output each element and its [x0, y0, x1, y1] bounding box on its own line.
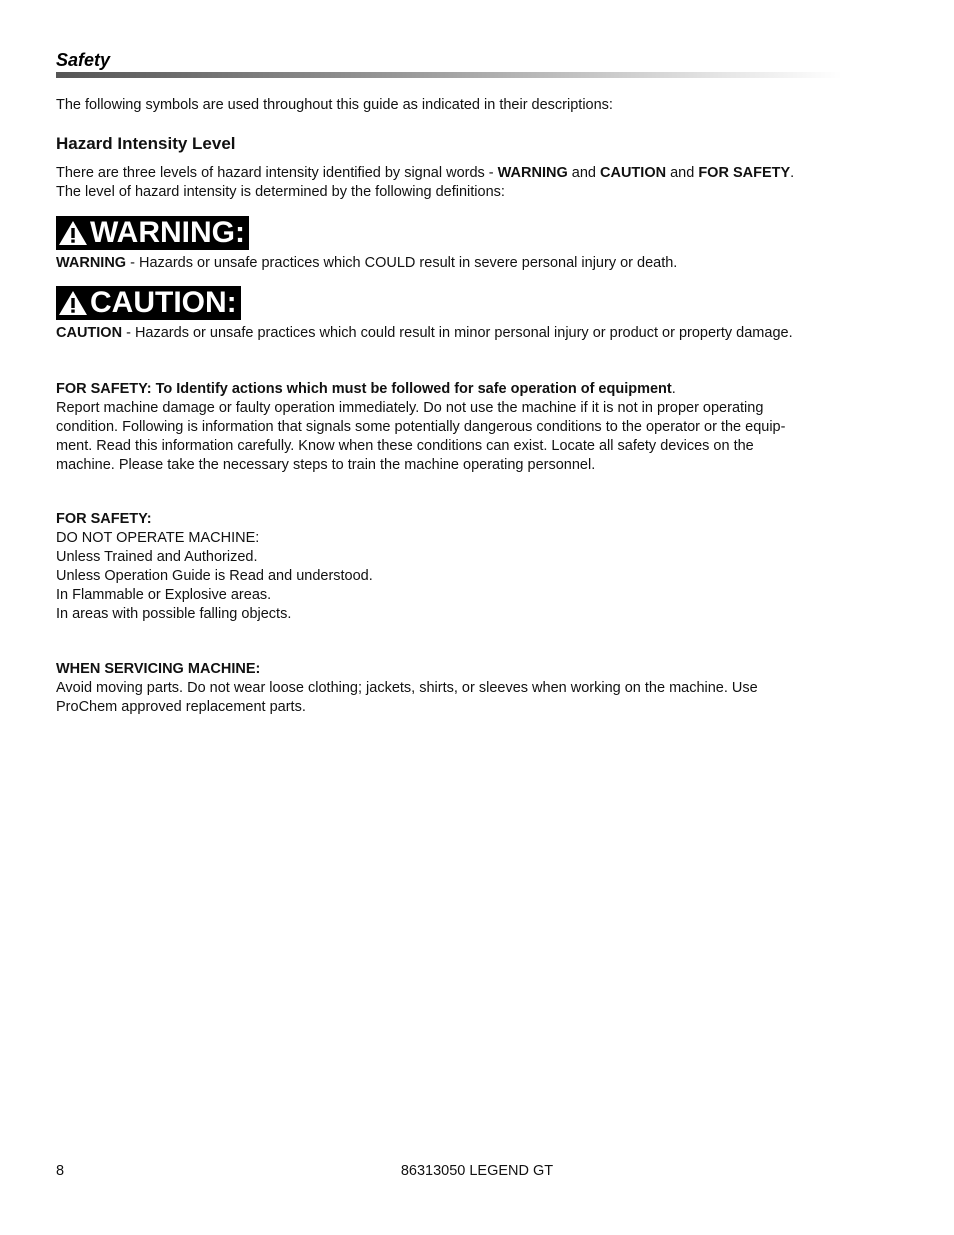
servicing-section	[56, 660, 856, 717]
for-safety-2-line: Unless Operation Guide is Read and understood.	[56, 568, 373, 584]
warning-definition: WARNING - Hazards or unsafe practices which COULD result in severe personal injury or death.	[56, 255, 678, 271]
for-safety-1-line: machine. Please take the necessary steps to train the machine operating personnel.	[56, 457, 596, 473]
for-safety-1-line: Report machine damage or faulty operation immediately. Do not use the machine if it is not in proper operating	[56, 400, 764, 416]
hazard-line-1: There are three levels of hazard intensity identified by signal words - WARNING and CAUTION and FOR SAFETY.	[56, 165, 795, 181]
for-safety-section-2	[56, 510, 856, 624]
hazard-description	[56, 164, 856, 202]
warning-badge: WARNING:	[56, 216, 249, 250]
intro-text: The following symbols are used throughout this guide as indicated in their descriptions:	[56, 97, 613, 113]
hazard-heading: Hazard Intensity Level	[56, 134, 236, 153]
caution-triangle-icon	[58, 289, 88, 317]
warning-triangle-icon	[58, 219, 88, 247]
section-title: Safety	[56, 50, 111, 70]
caution-badge: CAUTION:	[56, 286, 241, 320]
caution-definition: CAUTION - Hazards or unsafe practices which could result in minor personal injury or product or property damage.	[56, 325, 793, 341]
document-id: 86313050 LEGEND GT	[400, 1163, 554, 1179]
for-safety-2-line: In Flammable or Explosive areas.	[56, 587, 272, 603]
for-safety-1-line: condition. Following is information that signals some potentially dangerous conditions to the operator or the equip-	[56, 419, 786, 435]
for-safety-2-line: In areas with possible falling objects.	[56, 606, 292, 622]
for-safety-heading-1: FOR SAFETY: To Identify actions which must be followed for safe operation of equipment.	[56, 381, 676, 397]
page-number: 8	[56, 1163, 65, 1179]
for-safety-1-line: ment. Read this information carefully. Know when these conditions can exist. Locate all safety devices on the	[56, 438, 754, 454]
hazard-line-2: The level of hazard intensity is determined by the following definitions:	[56, 184, 505, 200]
servicing-line: Avoid moving parts. Do not wear loose clothing; jackets, shirts, or sleeves when working on the machine. Use	[56, 680, 758, 696]
title-rule	[56, 72, 842, 78]
for-safety-heading-2: FOR SAFETY:	[56, 511, 152, 527]
for-safety-2-line: Unless Trained and Authorized.	[56, 549, 258, 565]
for-safety-section-1	[56, 380, 856, 475]
servicing-line: ProChem approved replacement parts.	[56, 699, 306, 715]
servicing-heading: WHEN SERVICING MACHINE:	[56, 661, 261, 677]
for-safety-2-line: DO NOT OPERATE MACHINE:	[56, 530, 260, 546]
